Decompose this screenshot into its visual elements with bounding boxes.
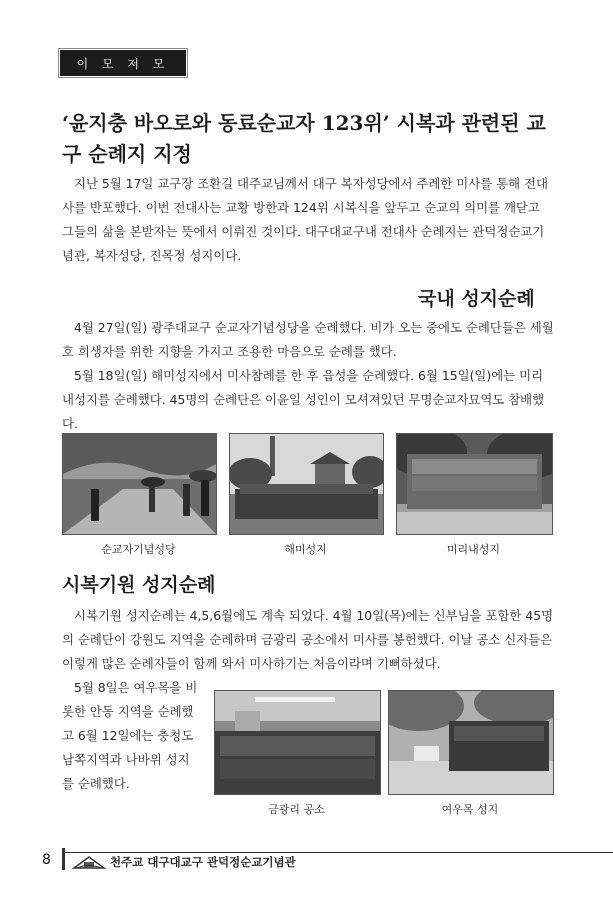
photo-haemi-shrine [229,433,384,535]
beatification-paragraph-1: 시복기원 성지순례는 4,5,6월에도 계속 되었다. 4월 10일(목)에는 신부님을 포함한 45명의 순례단이 강원도 지역을 순례하며 금광리 공소에서 미사를 봉헌했다. 이날 공소 신자들은 이렇게 많은 순례자들이 함께 와서 미사하기는 처음이라며 기뻐하셨다. [62,608,554,671]
domestic-paragraph-2: 5월 18일(일) 해미성지에서 미사참례를 한 후 읍성을 순례했다. 6월 15일(일)에는 미리내성지를 순례했다. 45명의 순례단은 이윤일 성인이 모셔져있던 무명순교자묘역도 참배했다. [62,368,545,431]
section-tag: 이 모 저 모 [60,50,186,76]
page-number: 8 [42,852,51,868]
photo-geumgwang-ri-mission-station [214,690,381,795]
memorial-hall-logo-icon [72,854,106,870]
photo-mirinae-shrine [396,433,553,535]
photo-yeoumok-shrine [388,690,554,795]
photo-martyrs-memorial-church [62,433,217,535]
beatification-paragraph-2: 5월 8일은 여우목을 비롯한 안동 지역을 순례했고 6월 12일에는 충청도 남쪽지역과 나바위 성지를 순례했다. [62,680,198,791]
article-headline: ‘윤지충 바오로와 동료순교자 123위’ 시복과 관련된 교구 순례지 지정 [62,111,546,166]
publication-name: 천주교 대구대교구 관덕정순교기념관 [110,855,296,869]
photo-caption: 미리내성지 [446,543,501,556]
photo-caption: 해미성지 [284,543,327,556]
footer-rule [62,852,613,853]
photo-caption: 순교자기념성당 [101,543,176,556]
domestic-paragraph-1: 4월 27일(일) 광주대교구 순교자기념성당을 순례했다. 비가 오는 중에도 순례단들은 세월호 희생자를 위한 지향을 가지고 조용한 마음으로 순례를 했다. [62,320,554,359]
domestic-pilgrimage-heading: 국내 성지순례 [418,288,535,310]
intro-paragraph: 지난 5월 17일 교구장 조환길 대주교님께서 대구 복자성당에서 주례한 미사를 통해 전대사를 반포했다. 이번 전대사는 교황 방한과 124위 시복식을 앞두고 순교의 의미를 깨닫고 그들의 삶을 본받자는 뜻에서 이뤄진 것이다. 대구대교구내 전대사 순례지는 관덕정순교기념관, 복자성당, 진목정 성지이다. [62,176,548,263]
beatification-pilgrimage-heading: 시복기원 성지순례 [62,574,216,596]
photo-caption: 금광리 공소 [268,803,325,816]
photo-caption: 여우목 성지 [441,803,499,816]
